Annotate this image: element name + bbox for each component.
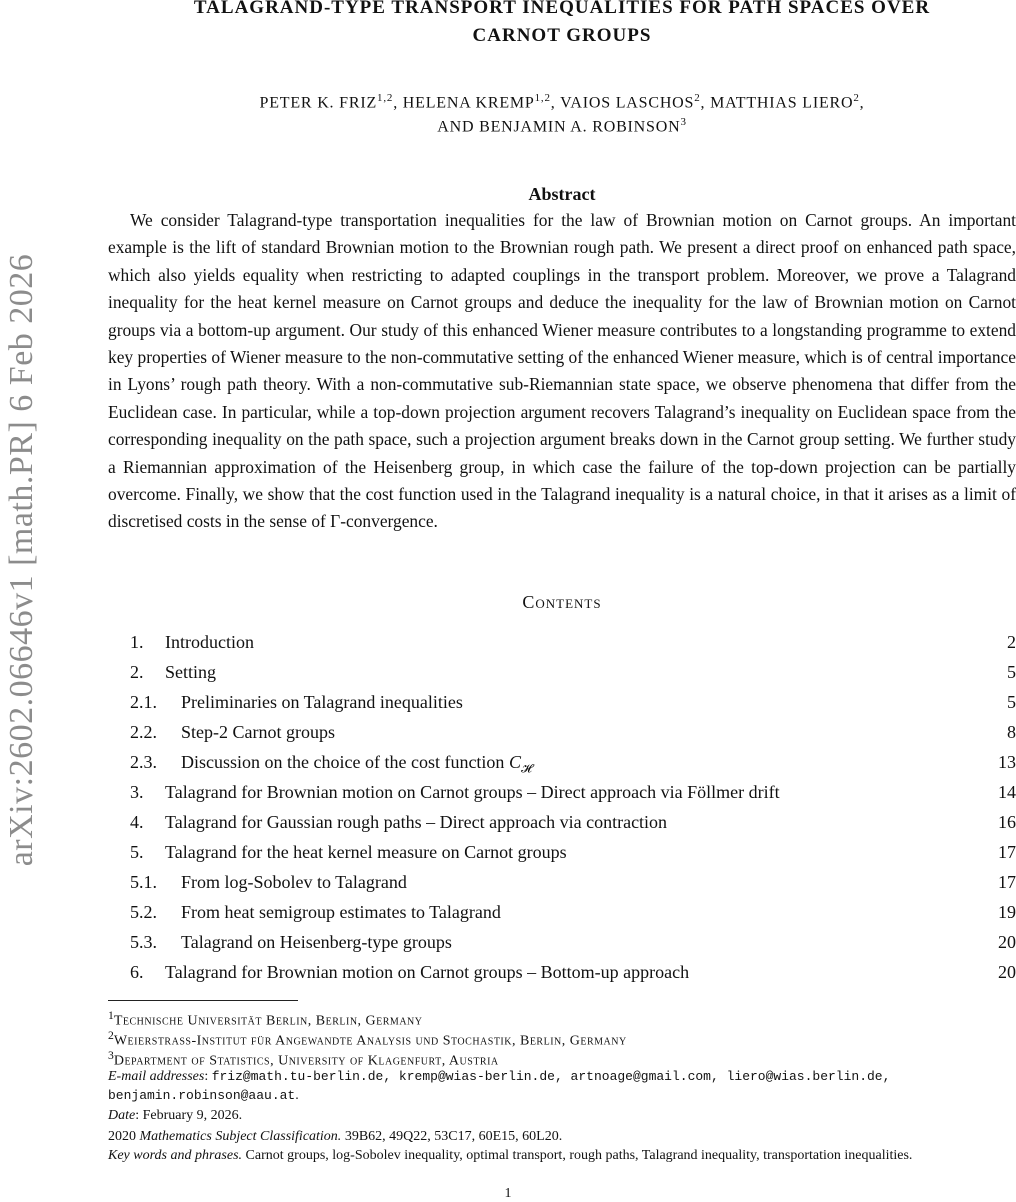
toc-entry[interactable]	[130, 632, 1016, 660]
toc-entry-title	[165, 782, 780, 803]
author-name: MATTHIAS LIERO	[710, 94, 854, 112]
email-list-line-2: benjamin.robinson@aau.at	[108, 1088, 296, 1103]
footnote-mark: 1	[108, 1009, 114, 1022]
toc-entry-page: 16	[998, 812, 1016, 832]
paper-title-line-1: TALAGRAND-TYPE TRANSPORT INEQUALITIES FOR PATH SPACES OVER	[193, 0, 931, 18]
toc-entry[interactable]	[130, 902, 1016, 930]
toc-entry-math-subscript: 𝓗	[520, 761, 532, 776]
toc-entry-title-text: Step-2 Carnot groups	[181, 722, 335, 742]
date-value: February 9, 2026.	[142, 1108, 243, 1123]
toc-entry-page: 5	[1007, 662, 1016, 682]
toc-entry-page: 8	[1007, 722, 1016, 742]
toc-entry[interactable]	[130, 692, 1016, 720]
author-name: HELENA KREMP	[402, 94, 535, 112]
author-name: AND BENJAMIN A. ROBINSON	[437, 118, 681, 136]
toc-entry-number: 6.	[130, 962, 144, 982]
toc-entry-title-text: Talagrand for Brownian motion on Carnot groups – Direct approach via Föllmer drift	[165, 782, 780, 802]
toc-entry-page: 5	[1007, 692, 1016, 712]
toc-entry-title-text: Talagrand on Heisenberg-type groups	[181, 932, 452, 952]
toc-entry-number: 4.	[130, 812, 144, 832]
footnote-emails-continued: benjamin.robinson@aau.at.	[108, 1088, 299, 1103]
date-label: Date	[108, 1108, 136, 1123]
toc-entry[interactable]	[130, 812, 1016, 840]
msc-label: Mathematics Subject Classification.	[139, 1129, 342, 1144]
toc-entry-title	[165, 812, 667, 833]
page-number: 1	[504, 1186, 512, 1201]
toc-entry-page: 17	[998, 842, 1016, 862]
toc-entry-title	[181, 722, 335, 743]
toc-entry-title-text: Introduction	[165, 632, 254, 652]
toc-entry-page: 14	[998, 782, 1016, 802]
toc-entry-number: 1.	[130, 632, 144, 652]
toc-entry-title-text: From log-Sobolev to Talagrand	[181, 872, 407, 892]
email-list-line-1: friz@math.tu-berlin.de, kremp@wias-berlin.de, artnoage@gmail.com, liero@wias.berlin.de,	[211, 1069, 891, 1084]
toc-entry-title	[181, 692, 463, 713]
toc-entry-number: 5.1.	[130, 872, 157, 892]
author-separator: ,	[550, 94, 561, 112]
abstract-body: We consider Talagrand-type transportation inequalities for the law of Brownian motion on Carnot groups. An important example is the lift of standard Brownian motion to the Brownian rough path. We present a direct proof on enhanced path space, which also yields equality when restricting to adapted couplings in the transport problem. Moreover, we prove a Talagrand inequality for the heat kernel measure on Carnot groups and deduce the inequality for the law of Brownian motion on Carnot groups via a bottom-up argument. Our study of this enhanced Wiener measure contributes to a longstanding programme to extend key properties of Wiener measure to the non-commutative setting of the enhanced Wiener measure, which is of central importance in Lyons’ rough path theory. With a non-commutative sub-Riemannian state space, we observe phenomena that differ from the Euclidean case. In particular, while a top-down projection argument recovers Talagrand’s inequality on Euclidean space from the corresponding inequality on the path space, such a projection argument breaks down in the Carnot group setting. We further study a Riemannian approximation of the Heisenberg group, in which case the failure of the top-down projection can be partially overcome. Finally, we show that the cost function used in the Talagrand inequality is a natural choice, in that it arises as a limit of discretised costs in the sense of Γ-convergence.	[108, 210, 1016, 532]
msc-codes: 39B62, 49Q22, 53C17, 60E15, 60L20.	[344, 1129, 563, 1144]
toc-entry-title-text: Talagrand for Brownian motion on Carnot groups – Bottom-up approach	[165, 962, 690, 982]
toc-entry[interactable]	[130, 842, 1016, 870]
author-affiliation: 2	[853, 92, 860, 104]
toc-entry-title	[181, 752, 532, 777]
footnote-emails: E-mail addresses: friz@math.tu-berlin.de, kremp@wias-berlin.de, artnoage@gmail.com, liero@wias.berlin.de,	[108, 1069, 891, 1084]
toc-entry[interactable]	[130, 932, 1016, 960]
toc-entry-title-text: From heat semigroup estimates to Talagrand	[181, 902, 501, 922]
toc-entry[interactable]	[130, 962, 1016, 990]
toc-entry[interactable]	[130, 662, 1016, 690]
toc-entry-page: 13	[998, 752, 1016, 772]
author-affiliation: 3	[680, 116, 687, 128]
email-label: E-mail addresses	[108, 1069, 205, 1084]
authors-line-2	[108, 110, 1016, 139]
toc-entry-title-text: Preliminaries on Talagrand inequalities	[181, 692, 463, 712]
affiliation-text: Department of Statistics, University of Klagenfurt, Austria	[113, 1053, 499, 1069]
toc-entry-math: C	[508, 752, 521, 772]
footnote-date: Date: February 9, 2026.	[108, 1108, 243, 1123]
toc-entry-page: 17	[998, 872, 1016, 892]
toc-entry[interactable]	[130, 722, 1016, 750]
toc-entry[interactable]	[130, 752, 1016, 780]
toc-entry-page: 2	[1007, 632, 1016, 652]
footnote-keywords	[108, 1146, 1016, 1165]
arxiv-stamp-text: arXiv:2602.06646v1 [math.PR] 6 Feb 2026	[3, 253, 40, 867]
toc-entry-number: 2.	[130, 662, 144, 682]
contents-heading: Contents	[522, 592, 602, 612]
toc-entry-title-text: Discussion on the choice of the cost function	[181, 752, 505, 772]
footnote-mark: 2	[108, 1029, 114, 1042]
keywords-label: Key words and phrases.	[108, 1148, 243, 1163]
toc-entry-page: 20	[998, 962, 1016, 982]
footnote-msc	[108, 1127, 1016, 1146]
toc-entry-title	[165, 842, 567, 863]
toc-entry-number: 5.3.	[130, 932, 157, 952]
author-separator: ,	[393, 94, 403, 112]
toc-entry[interactable]	[130, 872, 1016, 900]
toc-entry-number: 5.	[130, 842, 144, 862]
abstract-heading: Abstract	[528, 184, 596, 204]
affiliation-text: Technische Universität Berlin, Berlin, Germany	[113, 1013, 423, 1029]
toc-entry-title-text: Talagrand for Gaussian rough paths – Direct approach via contraction	[165, 812, 668, 832]
author-name: PETER K. FRIZ	[259, 94, 378, 112]
toc-entry-title	[181, 932, 452, 953]
author-affiliation: 1,2	[377, 92, 394, 104]
toc-entry-title	[165, 662, 216, 683]
toc-entry-number: 2.1.	[130, 692, 157, 712]
toc-entry-number: 2.3.	[130, 752, 157, 772]
toc-entry-number: 2.2.	[130, 722, 157, 742]
toc-entry-title	[165, 632, 254, 653]
toc-entry-page: 20	[998, 932, 1016, 952]
paper-title-line-2: CARNOT GROUPS	[472, 25, 652, 46]
toc-entry-title-text: Setting	[165, 662, 217, 682]
toc-entry-title	[181, 872, 407, 893]
arxiv-stamp	[0, 0, 46, 1200]
author-separator: ,	[859, 94, 865, 112]
msc-year: 2020	[108, 1129, 136, 1144]
toc-entry-number: 3.	[130, 782, 144, 802]
toc-entry[interactable]	[130, 782, 1016, 810]
author-name: VAIOS LASCHOS	[560, 94, 695, 112]
author-affiliation: 2	[694, 92, 701, 104]
footnote-mark: 3	[108, 1049, 114, 1062]
author-separator: ,	[700, 94, 711, 112]
toc-entry-title-text: Talagrand for the heat kernel measure on Carnot groups	[165, 842, 567, 862]
toc-entry-number: 5.2.	[130, 902, 157, 922]
affiliation-text: Weierstrass-Institut für Angewandte Analysis und Stochastik, Berlin, Germany	[113, 1033, 627, 1049]
toc-entry-title	[181, 902, 501, 923]
author-affiliation: 1,2	[534, 92, 551, 104]
toc-entry-page: 19	[998, 902, 1016, 922]
footnote-rule	[108, 1000, 298, 1001]
keywords-text: Carnot groups, log-Sobolev inequality, optimal transport, rough paths, Talagrand inequality, transportation inequalities.	[245, 1148, 913, 1163]
toc-entry-title	[165, 962, 689, 983]
